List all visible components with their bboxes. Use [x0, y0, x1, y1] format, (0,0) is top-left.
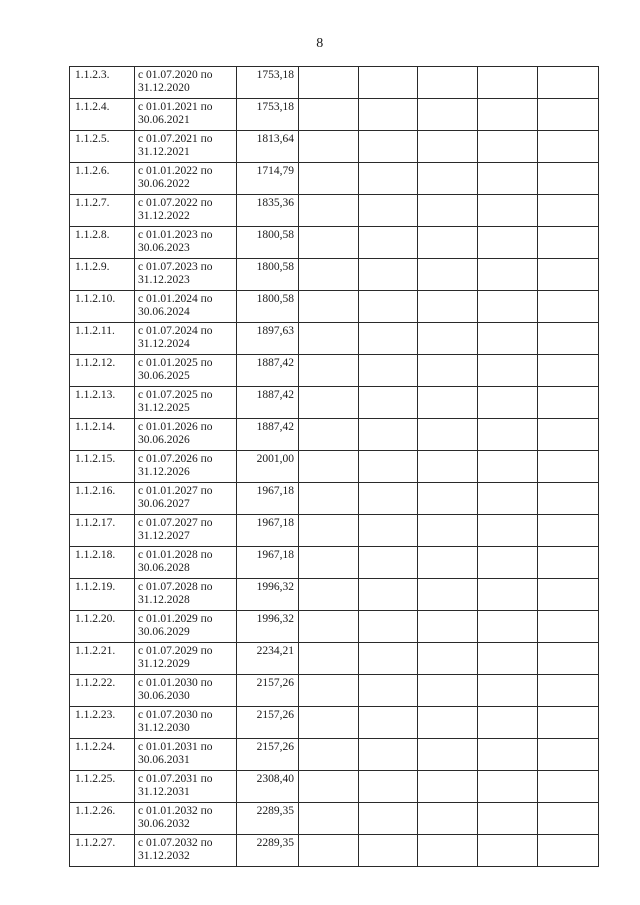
period-cell — [135, 131, 237, 163]
period-cell — [135, 355, 237, 387]
empty-cell — [359, 419, 418, 451]
table-row — [70, 643, 599, 675]
table-row — [70, 419, 599, 451]
empty-cell — [359, 707, 418, 739]
empty-cell — [359, 387, 418, 419]
period-cell — [135, 835, 237, 867]
empty-cell — [538, 451, 599, 483]
period-cell — [135, 803, 237, 835]
empty-cell — [538, 547, 599, 579]
row-number-cell: 1.1.2.16. — [70, 483, 135, 515]
row-number-cell: 1.1.2.27. — [70, 835, 135, 867]
empty-cell — [538, 739, 599, 771]
period-to: 30.06.2026 — [138, 434, 190, 446]
table-row — [70, 227, 599, 259]
empty-cell — [418, 387, 478, 419]
empty-cell — [418, 835, 478, 867]
period-cell — [135, 611, 237, 643]
table-row — [70, 387, 599, 419]
period-from: с 01.01.2030 по — [138, 677, 213, 689]
empty-cell — [478, 195, 538, 227]
period-to: 31.12.2021 — [138, 146, 190, 158]
period-cell — [135, 483, 237, 515]
value-cell: 1967,18 — [237, 547, 299, 579]
value-cell: 2157,26 — [237, 675, 299, 707]
empty-cell — [359, 259, 418, 291]
empty-cell — [299, 131, 359, 163]
value-cell: 1800,58 — [237, 291, 299, 323]
period-cell — [135, 195, 237, 227]
row-number-cell: 1.1.2.3. — [70, 67, 135, 99]
period-cell — [135, 707, 237, 739]
empty-cell — [299, 355, 359, 387]
period-to: 31.12.2028 — [138, 594, 190, 606]
value-cell: 1813,64 — [237, 131, 299, 163]
value-cell: 1753,18 — [237, 99, 299, 131]
period-cell — [135, 643, 237, 675]
empty-cell — [478, 67, 538, 99]
tariff-table-body — [70, 67, 599, 867]
empty-cell — [299, 195, 359, 227]
period-to: 31.12.2030 — [138, 722, 190, 734]
table-row — [70, 803, 599, 835]
empty-cell — [478, 163, 538, 195]
empty-cell — [538, 131, 599, 163]
empty-cell — [418, 611, 478, 643]
table-row — [70, 259, 599, 291]
period-cell — [135, 547, 237, 579]
period-to: 31.12.2026 — [138, 466, 190, 478]
empty-cell — [299, 803, 359, 835]
empty-cell — [538, 227, 599, 259]
row-number-cell: 1.1.2.25. — [70, 771, 135, 803]
empty-cell — [299, 259, 359, 291]
empty-cell — [418, 131, 478, 163]
empty-cell — [538, 387, 599, 419]
empty-cell — [359, 67, 418, 99]
period-from: с 01.07.2025 по — [138, 389, 213, 401]
empty-cell — [478, 355, 538, 387]
period-cell — [135, 739, 237, 771]
empty-cell — [538, 259, 599, 291]
empty-cell — [478, 579, 538, 611]
empty-cell — [359, 771, 418, 803]
table-row — [70, 771, 599, 803]
empty-cell — [418, 515, 478, 547]
period-cell — [135, 323, 237, 355]
period-cell — [135, 99, 237, 131]
empty-cell — [359, 291, 418, 323]
table-row — [70, 291, 599, 323]
empty-cell — [418, 675, 478, 707]
period-to: 31.12.2020 — [138, 82, 190, 94]
value-cell: 1800,58 — [237, 259, 299, 291]
period-cell — [135, 675, 237, 707]
period-cell — [135, 67, 237, 99]
value-cell: 2289,35 — [237, 835, 299, 867]
empty-cell — [359, 227, 418, 259]
value-cell: 1887,42 — [237, 419, 299, 451]
row-number-cell: 1.1.2.10. — [70, 291, 135, 323]
value-cell: 1897,63 — [237, 323, 299, 355]
empty-cell — [478, 451, 538, 483]
period-from: с 01.07.2024 по — [138, 325, 213, 337]
table-row — [70, 611, 599, 643]
value-cell: 1967,18 — [237, 483, 299, 515]
period-from: с 01.07.2028 по — [138, 581, 213, 593]
empty-cell — [538, 675, 599, 707]
period-from: с 01.01.2025 по — [138, 357, 213, 369]
empty-cell — [478, 291, 538, 323]
empty-cell — [299, 387, 359, 419]
empty-cell — [359, 99, 418, 131]
period-cell — [135, 451, 237, 483]
period-from: с 01.01.2029 по — [138, 613, 213, 625]
empty-cell — [538, 803, 599, 835]
empty-cell — [359, 675, 418, 707]
empty-cell — [418, 259, 478, 291]
empty-cell — [418, 483, 478, 515]
row-number-cell: 1.1.2.21. — [70, 643, 135, 675]
empty-cell — [418, 739, 478, 771]
period-to: 30.06.2032 — [138, 818, 190, 830]
table-row — [70, 451, 599, 483]
empty-cell — [299, 163, 359, 195]
empty-cell — [478, 611, 538, 643]
empty-cell — [299, 835, 359, 867]
period-from: с 01.01.2028 по — [138, 549, 213, 561]
empty-cell — [418, 195, 478, 227]
period-cell — [135, 515, 237, 547]
period-to: 30.06.2028 — [138, 562, 190, 574]
empty-cell — [478, 835, 538, 867]
period-to: 31.12.2024 — [138, 338, 190, 350]
period-to: 30.06.2023 — [138, 242, 190, 254]
row-number-cell: 1.1.2.14. — [70, 419, 135, 451]
period-to: 30.06.2021 — [138, 114, 190, 126]
empty-cell — [538, 643, 599, 675]
empty-cell — [478, 259, 538, 291]
table-row — [70, 131, 599, 163]
empty-cell — [359, 579, 418, 611]
empty-cell — [359, 323, 418, 355]
empty-cell — [299, 771, 359, 803]
table-row — [70, 355, 599, 387]
empty-cell — [478, 547, 538, 579]
period-cell — [135, 163, 237, 195]
row-number-cell: 1.1.2.24. — [70, 739, 135, 771]
value-cell: 1800,58 — [237, 227, 299, 259]
empty-cell — [418, 227, 478, 259]
empty-cell — [299, 579, 359, 611]
period-from: с 01.07.2020 по — [138, 69, 213, 81]
empty-cell — [478, 419, 538, 451]
page-number: 8 — [316, 36, 324, 51]
row-number-cell: 1.1.2.17. — [70, 515, 135, 547]
empty-cell — [418, 419, 478, 451]
value-cell: 2157,26 — [237, 707, 299, 739]
period-to: 31.12.2029 — [138, 658, 190, 670]
period-to: 30.06.2031 — [138, 754, 190, 766]
empty-cell — [359, 515, 418, 547]
empty-cell — [418, 67, 478, 99]
table-row — [70, 323, 599, 355]
empty-cell — [538, 579, 599, 611]
period-from: с 01.01.2024 по — [138, 293, 213, 305]
empty-cell — [418, 451, 478, 483]
empty-cell — [299, 547, 359, 579]
empty-cell — [418, 643, 478, 675]
empty-cell — [538, 163, 599, 195]
period-from: с 01.01.2023 по — [138, 229, 213, 241]
empty-cell — [538, 419, 599, 451]
row-number-cell: 1.1.2.11. — [70, 323, 135, 355]
empty-cell — [299, 323, 359, 355]
empty-cell — [299, 739, 359, 771]
table-row — [70, 547, 599, 579]
empty-cell — [299, 291, 359, 323]
period-from: с 01.01.2022 по — [138, 165, 213, 177]
empty-cell — [538, 707, 599, 739]
tariff-table — [69, 66, 599, 867]
empty-cell — [538, 771, 599, 803]
row-number-cell: 1.1.2.7. — [70, 195, 135, 227]
period-cell — [135, 291, 237, 323]
row-number-cell: 1.1.2.26. — [70, 803, 135, 835]
empty-cell — [538, 99, 599, 131]
empty-cell — [359, 835, 418, 867]
period-cell — [135, 579, 237, 611]
empty-cell — [478, 707, 538, 739]
empty-cell — [418, 355, 478, 387]
period-to: 30.06.2027 — [138, 498, 190, 510]
empty-cell — [418, 99, 478, 131]
value-cell: 1753,18 — [237, 67, 299, 99]
period-from: с 01.07.2022 по — [138, 197, 213, 209]
row-number-cell: 1.1.2.4. — [70, 99, 135, 131]
row-number-cell: 1.1.2.15. — [70, 451, 135, 483]
empty-cell — [478, 483, 538, 515]
empty-cell — [359, 611, 418, 643]
empty-cell — [299, 675, 359, 707]
period-to: 30.06.2025 — [138, 370, 190, 382]
empty-cell — [299, 227, 359, 259]
empty-cell — [478, 675, 538, 707]
empty-cell — [359, 547, 418, 579]
table-row — [70, 675, 599, 707]
empty-cell — [538, 483, 599, 515]
row-number-cell: 1.1.2.5. — [70, 131, 135, 163]
row-number-cell: 1.1.2.22. — [70, 675, 135, 707]
empty-cell — [478, 643, 538, 675]
value-cell: 2289,35 — [237, 803, 299, 835]
empty-cell — [359, 195, 418, 227]
row-number-cell: 1.1.2.19. — [70, 579, 135, 611]
period-cell — [135, 259, 237, 291]
value-cell: 2308,40 — [237, 771, 299, 803]
empty-cell — [538, 67, 599, 99]
empty-cell — [418, 803, 478, 835]
period-to: 31.12.2022 — [138, 210, 190, 222]
row-number-cell: 1.1.2.12. — [70, 355, 135, 387]
value-cell: 1996,32 — [237, 611, 299, 643]
empty-cell — [359, 803, 418, 835]
empty-cell — [299, 515, 359, 547]
empty-cell — [478, 323, 538, 355]
period-to: 31.12.2025 — [138, 402, 190, 414]
value-cell: 1887,42 — [237, 355, 299, 387]
empty-cell — [359, 739, 418, 771]
period-from: с 01.07.2023 по — [138, 261, 213, 273]
empty-cell — [418, 707, 478, 739]
value-cell: 1967,18 — [237, 515, 299, 547]
empty-cell — [359, 131, 418, 163]
period-to: 31.12.2027 — [138, 530, 190, 542]
period-to: 31.12.2023 — [138, 274, 190, 286]
period-from: с 01.07.2030 по — [138, 709, 213, 721]
period-from: с 01.07.2027 по — [138, 517, 213, 529]
row-number-cell: 1.1.2.9. — [70, 259, 135, 291]
period-cell — [135, 387, 237, 419]
empty-cell — [478, 771, 538, 803]
empty-cell — [299, 419, 359, 451]
empty-cell — [359, 643, 418, 675]
empty-cell — [299, 451, 359, 483]
empty-cell — [538, 835, 599, 867]
table-row — [70, 99, 599, 131]
empty-cell — [299, 99, 359, 131]
period-from: с 01.01.2027 по — [138, 485, 213, 497]
empty-cell — [359, 163, 418, 195]
empty-cell — [299, 707, 359, 739]
empty-cell — [538, 323, 599, 355]
period-to: 30.06.2029 — [138, 626, 190, 638]
period-cell — [135, 419, 237, 451]
period-from: с 01.01.2026 по — [138, 421, 213, 433]
period-from: с 01.01.2032 по — [138, 805, 213, 817]
empty-cell — [359, 355, 418, 387]
empty-cell — [418, 163, 478, 195]
row-number-cell: 1.1.2.6. — [70, 163, 135, 195]
empty-cell — [478, 515, 538, 547]
empty-cell — [418, 547, 478, 579]
empty-cell — [418, 579, 478, 611]
empty-cell — [538, 515, 599, 547]
period-cell — [135, 227, 237, 259]
period-to: 30.06.2030 — [138, 690, 190, 702]
period-from: с 01.07.2021 по — [138, 133, 213, 145]
period-from: с 01.01.2031 по — [138, 741, 213, 753]
empty-cell — [299, 483, 359, 515]
row-number-cell: 1.1.2.8. — [70, 227, 135, 259]
period-from: с 01.07.2031 по — [138, 773, 213, 785]
empty-cell — [359, 451, 418, 483]
period-cell — [135, 771, 237, 803]
table-row — [70, 515, 599, 547]
table-row — [70, 835, 599, 867]
row-number-cell: 1.1.2.13. — [70, 387, 135, 419]
period-to: 30.06.2024 — [138, 306, 190, 318]
empty-cell — [418, 323, 478, 355]
period-from: с 01.07.2026 по — [138, 453, 213, 465]
table-row — [70, 195, 599, 227]
row-number-cell: 1.1.2.18. — [70, 547, 135, 579]
empty-cell — [418, 771, 478, 803]
value-cell: 2001,00 — [237, 451, 299, 483]
empty-cell — [538, 195, 599, 227]
row-number-cell: 1.1.2.20. — [70, 611, 135, 643]
period-from: с 01.07.2029 по — [138, 645, 213, 657]
period-to: 30.06.2022 — [138, 178, 190, 190]
value-cell: 1835,36 — [237, 195, 299, 227]
empty-cell — [359, 483, 418, 515]
empty-cell — [538, 611, 599, 643]
value-cell: 1887,42 — [237, 387, 299, 419]
empty-cell — [478, 99, 538, 131]
empty-cell — [299, 611, 359, 643]
empty-cell — [478, 227, 538, 259]
table-row — [70, 483, 599, 515]
table-row — [70, 579, 599, 611]
table-row — [70, 739, 599, 771]
value-cell: 2157,26 — [237, 739, 299, 771]
empty-cell — [538, 355, 599, 387]
empty-cell — [299, 643, 359, 675]
period-to: 31.12.2032 — [138, 850, 190, 862]
empty-cell — [478, 131, 538, 163]
empty-cell — [299, 67, 359, 99]
value-cell: 1714,79 — [237, 163, 299, 195]
table-row — [70, 67, 599, 99]
row-number-cell: 1.1.2.23. — [70, 707, 135, 739]
empty-cell — [478, 739, 538, 771]
period-from: с 01.07.2032 по — [138, 837, 213, 849]
empty-cell — [478, 803, 538, 835]
table-row — [70, 707, 599, 739]
empty-cell — [538, 291, 599, 323]
period-from: с 01.01.2021 по — [138, 101, 213, 113]
value-cell: 1996,32 — [237, 579, 299, 611]
empty-cell — [478, 387, 538, 419]
empty-cell — [418, 291, 478, 323]
table-row — [70, 163, 599, 195]
period-to: 31.12.2031 — [138, 786, 190, 798]
value-cell: 2234,21 — [237, 643, 299, 675]
